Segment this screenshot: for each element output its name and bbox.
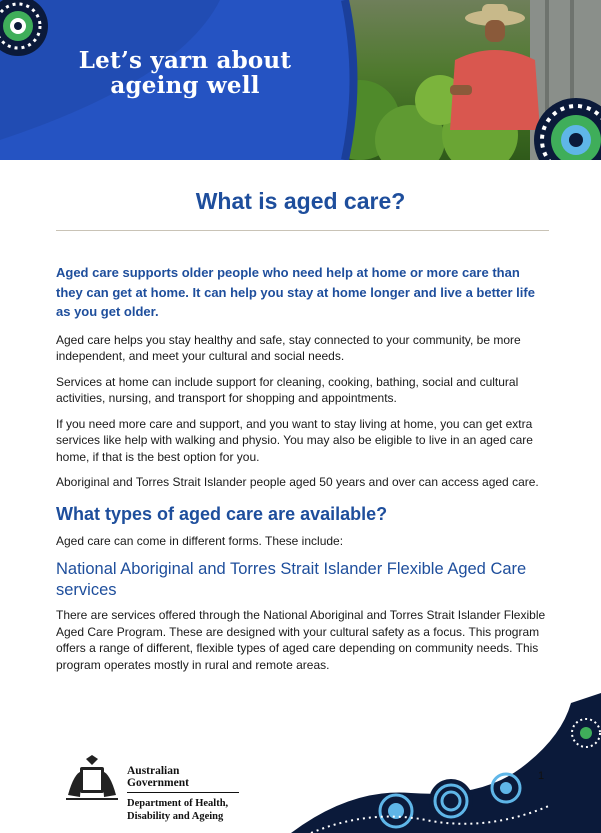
subsection-body: There are services offered through the National Aboriginal and Torres Strait Islander Flexible Aged Care Program. These are designed with your cultural safety as a focus. This program offers a range of different, flexible types of aged care depending on community needs. This program operates mostly in rural and remote areas. xyxy=(56,608,546,672)
government-logo-text xyxy=(127,765,239,823)
banner-title-line1: Let’s yarn about xyxy=(78,47,292,74)
page-title: What is aged care? xyxy=(195,188,406,214)
dot-circle-right-icon xyxy=(531,95,601,160)
paragraph: Aboriginal and Torres Strait Islander people aged 50 years and over can access aged care. xyxy=(56,475,539,489)
main-content xyxy=(56,263,546,682)
banner-title-line2: ageing well xyxy=(110,72,260,99)
section-heading-types: What types of aged care are available? xyxy=(56,503,388,524)
paragraph: If you need more care and support, and you want to stay living at home, you can get extra services like help with walking and physio. You may also be eligible to live in an aged care home, if that is the best option for you. xyxy=(56,416,533,464)
page-number: 1 xyxy=(538,770,545,782)
section-intro: Aged care can come in different forms. These include: xyxy=(56,533,344,548)
subsection-heading-flexible-care: National Aboriginal and Torres Strait Islander Flexible Aged Care services xyxy=(56,560,527,599)
banner-title xyxy=(70,48,300,98)
department-line2: Disability and Ageing xyxy=(127,811,224,822)
paragraph: Services at home can include support for cleaning, cooking, bathing, social and cultural activities, nursing, and transport for shopping and appointments. xyxy=(56,374,519,405)
lead-paragraph: Aged care supports older people who need help at home or more care than they can get at home. It can help you stay at home longer and live a better life as you get older. xyxy=(56,265,535,319)
government-name: Australian Government xyxy=(127,765,239,793)
department-line1: Department of Health, xyxy=(127,798,229,809)
department-name xyxy=(127,797,239,823)
dot-art-bottom-decoration xyxy=(291,693,601,833)
title-divider xyxy=(56,230,549,231)
header-banner xyxy=(0,0,601,160)
dot-circle-top-left-icon xyxy=(0,0,60,72)
paragraph: Aged care helps you stay healthy and safe, stay connected to your community, be more independent, and meet your cultural and social needs. xyxy=(56,332,521,363)
